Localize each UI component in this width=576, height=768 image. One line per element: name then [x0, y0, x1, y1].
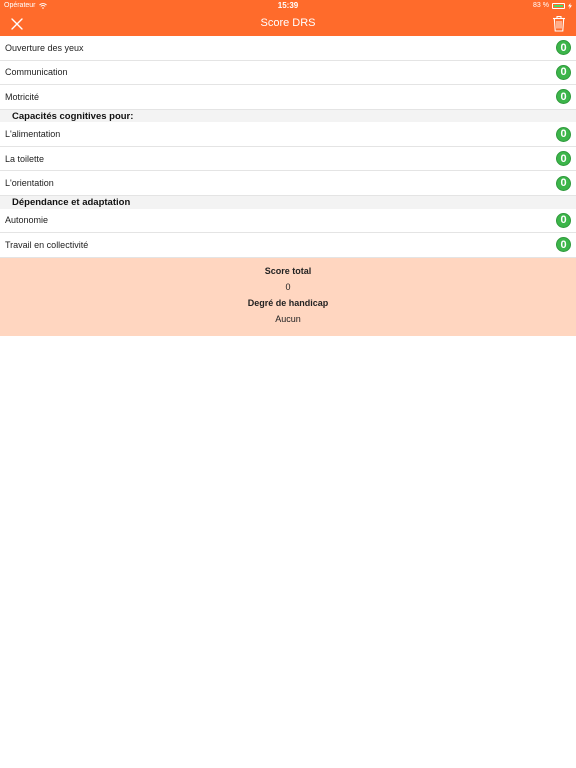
- score-badge[interactable]: 0: [556, 127, 571, 142]
- row-label: Travail en collectivité: [5, 239, 89, 250]
- row-label: Communication: [5, 67, 68, 78]
- row-motricite[interactable]: [0, 85, 576, 110]
- section-header-cognitive: Capacités cognitives pour:: [0, 110, 576, 123]
- score-badge[interactable]: 0: [556, 176, 571, 191]
- status-bar: [0, 0, 576, 12]
- charging-icon: [568, 3, 572, 9]
- row-label: Motricité: [5, 91, 40, 102]
- row-label: Autonomie: [5, 215, 49, 226]
- handicap-value: Aucun: [275, 313, 301, 324]
- trash-icon[interactable]: [552, 15, 566, 32]
- score-badge[interactable]: 0: [556, 213, 571, 228]
- score-total-value: 0: [285, 281, 291, 292]
- battery-indicator: [533, 2, 572, 9]
- handicap-label: Degré de handicap: [247, 297, 329, 308]
- score-badge[interactable]: 0: [556, 237, 571, 252]
- score-total-label: Score total: [264, 265, 312, 276]
- row-autonomie[interactable]: [0, 209, 576, 234]
- score-summary: [0, 258, 576, 336]
- row-orientation[interactable]: [0, 171, 576, 196]
- battery-percent: 83 %: [533, 2, 549, 9]
- score-list: [0, 36, 576, 336]
- page-title: Score DRS: [260, 17, 316, 29]
- battery-icon: [552, 3, 565, 9]
- row-label: La toilette: [5, 153, 45, 164]
- section-header-dependance: Dépendance et adaptation: [0, 196, 576, 209]
- score-badge[interactable]: 0: [556, 65, 571, 80]
- row-toilette[interactable]: [0, 147, 576, 172]
- row-communication[interactable]: [0, 61, 576, 86]
- score-badge[interactable]: 0: [556, 89, 571, 104]
- row-travail-en-collectivite[interactable]: [0, 233, 576, 258]
- row-alimentation[interactable]: [0, 122, 576, 147]
- nav-bar: [0, 12, 576, 36]
- score-badge[interactable]: 0: [556, 151, 571, 166]
- row-label: Ouverture des yeux: [5, 42, 84, 53]
- row-label: L'alimentation: [5, 129, 61, 140]
- row-label: L'orientation: [5, 178, 54, 189]
- row-ouverture-des-yeux[interactable]: [0, 36, 576, 61]
- carrier-label: Opérateur: [4, 2, 36, 9]
- clock: 15:39: [277, 1, 299, 10]
- score-badge[interactable]: 0: [556, 40, 571, 55]
